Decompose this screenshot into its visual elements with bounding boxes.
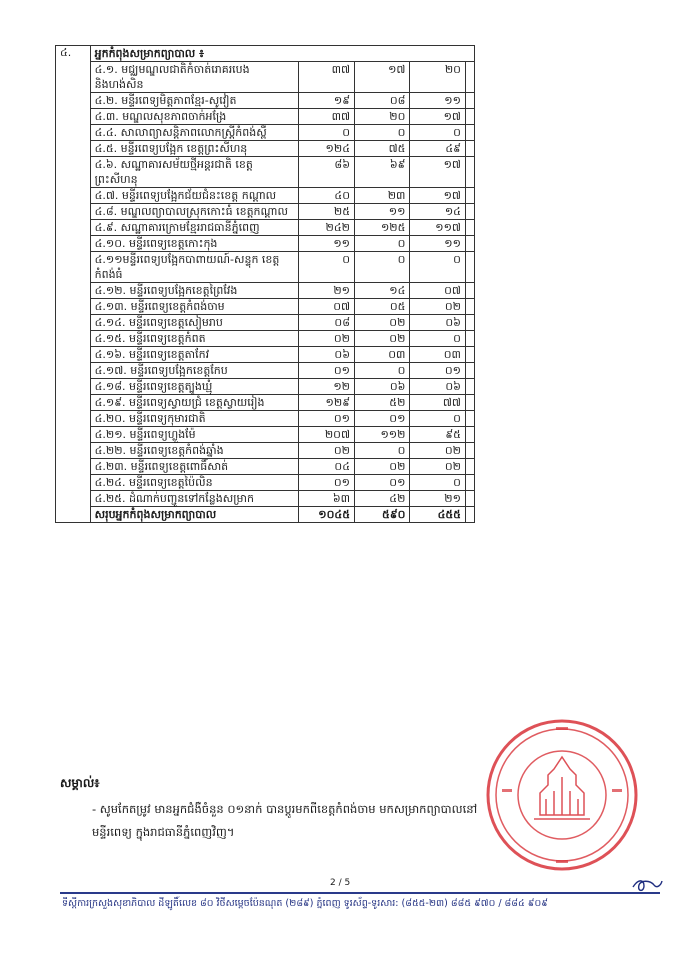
- row-name: ៤.១៣. មន្ទីរពេទ្យខេត្តកំពង់ចាម: [90, 299, 298, 315]
- row-female: ០៦: [410, 379, 466, 395]
- row-blank: [465, 411, 474, 427]
- row-blank: [465, 363, 474, 379]
- row-name: ៤.១៥. មន្ទីរពេទ្យខេត្តកំពត: [90, 331, 298, 347]
- row-female: ០៧: [410, 283, 466, 299]
- row-name: ៤.១៩. មន្ទីរពេទ្យស្វាយជ្រំ ខេត្តស្វាយរៀង: [90, 395, 298, 411]
- table-row: [56, 395, 475, 411]
- table-row: [56, 283, 475, 299]
- row-female: ០: [410, 125, 466, 141]
- row-blank: [465, 236, 474, 252]
- row-male: ០: [355, 236, 410, 252]
- row-male: ៥២: [355, 395, 410, 411]
- total-male: ៥៩០: [355, 507, 410, 523]
- row-male: ១១២: [355, 427, 410, 443]
- row-female: ០៦: [410, 315, 466, 331]
- row-name: ៤.២៥. ដំណាក់បញ្ជូនទៅកន្លែងសម្រាក: [90, 491, 298, 507]
- row-total: ០៦: [298, 347, 354, 363]
- row-blank: [465, 347, 474, 363]
- section-number: ៤.: [56, 46, 91, 523]
- row-female: ០: [410, 331, 466, 347]
- table-row: [56, 62, 475, 93]
- row-blank: [465, 443, 474, 459]
- table-row: [56, 379, 475, 395]
- row-name: ៤.២១. មន្ទីរពេទ្យហ្លួងម៉ែ: [90, 427, 298, 443]
- row-blank: [465, 204, 474, 220]
- row-name: ៤.២០. មន្ទីរពេទ្យកុមារជាតិ: [90, 411, 298, 427]
- row-name: ៤.១១មន្ទីរពេទ្យបង្អែកបាពាយណ៍-សន្ទុក ខេត្តកំពង់ធំ: [90, 252, 298, 283]
- table-row: [56, 141, 475, 157]
- row-male: ០៣: [355, 347, 410, 363]
- table-row: [56, 252, 475, 283]
- row-total: ០១: [298, 475, 354, 491]
- table-row: [56, 331, 475, 347]
- row-total: ២១: [298, 283, 354, 299]
- table-row: [56, 157, 475, 188]
- row-name: ៤.១២. មន្ទីរពេទ្យបង្អែកខេត្តព្រៃវែង: [90, 283, 298, 299]
- row-female: ០: [410, 411, 466, 427]
- row-total: ៤០: [298, 188, 354, 204]
- footer-address: ទីស្តីការក្រសួងសុខាភិបាល ដីឡូតិ៍លេខ ៨០ វិថីសម្តេចប៉ែនណុត (២៨៩) ភ្នំពេញ ទូរស័ព្ទ-ទូរសារ: (៨៥៥-២៣) ៨៨៥ ៩៧០ / ៨៨៤ ៩០៩: [62, 898, 548, 909]
- table-row: [56, 443, 475, 459]
- note-title: សម្គាល់៖: [60, 776, 100, 790]
- row-total: ៦៣: [298, 491, 354, 507]
- row-female: ១១: [410, 93, 466, 109]
- row-total: ០១: [298, 363, 354, 379]
- row-blank: [465, 379, 474, 395]
- row-total: ០៧: [298, 299, 354, 315]
- row-total: ១៩: [298, 93, 354, 109]
- row-male: ០២: [355, 331, 410, 347]
- row-name: ៤.១៧. មន្ទីរពេទ្យបង្អែកខេត្តកែប: [90, 363, 298, 379]
- row-male: ០: [355, 252, 410, 283]
- row-female: ២១: [410, 491, 466, 507]
- row-name: ៤.២. មន្ទីរពេទ្យមិត្តភាពខ្មែរ-សូវៀត: [90, 93, 298, 109]
- row-blank: [465, 427, 474, 443]
- row-name: ៤.១៦. មន្ទីរពេទ្យខេត្តតាកែវ: [90, 347, 298, 363]
- row-total: ០១: [298, 411, 354, 427]
- row-total: ៣៧: [298, 109, 354, 125]
- section-header-row: [56, 46, 475, 62]
- row-name: ៤.៨. មណ្ឌលព្យាបាលស្រុកកោះធំ ខេត្តកណ្តាល: [90, 204, 298, 220]
- row-blank: [465, 459, 474, 475]
- row-female: ០២: [410, 443, 466, 459]
- row-female: ០: [410, 475, 466, 491]
- row-male: ០៦: [355, 379, 410, 395]
- row-female: ១៧: [410, 157, 466, 188]
- row-name: ៤.១. មជ្ឈមណ្ឌលជាតិកំចាត់រោគរបេង និងហង់សិន: [90, 62, 298, 93]
- row-male: ២៣: [355, 188, 410, 204]
- row-total: ០: [298, 252, 354, 283]
- row-blank: [465, 315, 474, 331]
- row-blank: [465, 62, 474, 93]
- row-name: ៤.៣. មណ្ឌលសុខភាពចាក់អង្រែ: [90, 109, 298, 125]
- row-name: ៤.១៨. មន្ទីរពេទ្យខេត្តត្បូងឃ្មុំ: [90, 379, 298, 395]
- row-name: ៤.២៣. មន្ទីរពេទ្យខេត្តពោធិ៍សាត់: [90, 459, 298, 475]
- row-female: ០: [410, 252, 466, 283]
- row-male: ២០: [355, 109, 410, 125]
- row-name: ៤.១០. មន្ទីរពេទ្យខេត្តកោះកុង: [90, 236, 298, 252]
- signature-mark: [630, 875, 665, 895]
- row-total: ២៥: [298, 204, 354, 220]
- row-total: ១២: [298, 379, 354, 395]
- row-female: ១១៧: [410, 220, 466, 236]
- table-row: [56, 411, 475, 427]
- row-blank: [465, 109, 474, 125]
- row-female: ៧៧: [410, 395, 466, 411]
- row-name: ៤.៧. មន្ទីរពេទ្យបង្អែកជ័យជំនះខេត្ត កណ្តាល: [90, 188, 298, 204]
- row-name: ៤.៤. សាលាព្យាសន្តិភាពលោកស្រ្តីកំពង់ស្ពឺ: [90, 125, 298, 141]
- footer-divider: [60, 892, 660, 894]
- row-total: ២០៧: [298, 427, 354, 443]
- table-row: [56, 93, 475, 109]
- table-row: [56, 427, 475, 443]
- row-male: ១៤: [355, 283, 410, 299]
- row-female: ០១: [410, 363, 466, 379]
- row-male: ០២: [355, 315, 410, 331]
- table-row: [56, 188, 475, 204]
- row-blank: [465, 141, 474, 157]
- row-name: ៤.២៤. មន្ទីរពេទ្យខេត្តប៉ៃលិន: [90, 475, 298, 491]
- row-total: ០២: [298, 443, 354, 459]
- row-blank: [465, 252, 474, 283]
- row-male: ០១: [355, 475, 410, 491]
- row-blank: [465, 299, 474, 315]
- row-blank: [465, 491, 474, 507]
- total-female: ៤៥៥: [410, 507, 466, 523]
- row-male: ៧៥: [355, 141, 410, 157]
- row-total: ១២៩: [298, 395, 354, 411]
- row-female: ០២: [410, 299, 466, 315]
- row-female: ១៧: [410, 109, 466, 125]
- row-male: ០៥: [355, 299, 410, 315]
- row-total: ១២៤: [298, 141, 354, 157]
- row-total: ៣៧: [298, 62, 354, 93]
- table-row: [56, 125, 475, 141]
- patients-table: [55, 45, 475, 523]
- row-male: ០៨: [355, 93, 410, 109]
- row-female: ០៣: [410, 347, 466, 363]
- table-row: [56, 363, 475, 379]
- table-row: [56, 475, 475, 491]
- row-total: ០៤: [298, 459, 354, 475]
- row-male: ០: [355, 443, 410, 459]
- total-all: ១០៤៥: [298, 507, 354, 523]
- table-row: [56, 347, 475, 363]
- row-male: ៤២: [355, 491, 410, 507]
- row-name: ៤.១៤. មន្ទីរពេទ្យខេត្តសៀមរាប: [90, 315, 298, 331]
- note-body: - សូមកែតម្រូវ មានអ្នកជំងឺចំនួន ០១នាក់ បានប្តូរមកពីខេត្តកំពង់ចាម មកសម្រាកព្យាបាលនៅមន្ទីរពេទ្យ ក្នុងរាជធានីភ្នំពេញវិញ។: [92, 802, 478, 839]
- row-female: ២០: [410, 62, 466, 93]
- row-total: ០៨: [298, 315, 354, 331]
- section-title: អ្នកកំពុងសម្រាកព្យាបាល ៖: [90, 46, 474, 62]
- row-female: ៩៥: [410, 427, 466, 443]
- row-total: ០២: [298, 331, 354, 347]
- table-row: [56, 204, 475, 220]
- row-female: ១១: [410, 236, 466, 252]
- row-male: ៦៩: [355, 157, 410, 188]
- row-blank: [465, 93, 474, 109]
- row-blank: [465, 157, 474, 188]
- row-blank: [465, 395, 474, 411]
- row-name: ៤.២២. មន្ទីរពេទ្យខេត្តកំពង់ឆ្នាំង: [90, 443, 298, 459]
- row-blank: [465, 220, 474, 236]
- row-name: ៤.៦. សណ្ឋាគារសម័យថ្មីអន្តរជាតិ ខេត្តព្រះសីហនុ: [90, 157, 298, 188]
- row-total: ០: [298, 125, 354, 141]
- table-row: [56, 315, 475, 331]
- row-blank: [465, 125, 474, 141]
- table-row: [56, 109, 475, 125]
- row-male: ១៧: [355, 62, 410, 93]
- row-male: ១១: [355, 204, 410, 220]
- row-female: ១៧: [410, 188, 466, 204]
- table-row: [56, 236, 475, 252]
- row-blank: [465, 331, 474, 347]
- table-row: [56, 220, 475, 236]
- row-total: ៨៦: [298, 157, 354, 188]
- table-row: [56, 459, 475, 475]
- total-row: [56, 507, 475, 523]
- table-row: [56, 299, 475, 315]
- row-total: ១១: [298, 236, 354, 252]
- row-name: ៤.៥. មន្ទីរពេទ្យបង្អែក ខេត្តព្រះសីហនុ: [90, 141, 298, 157]
- row-male: ០១: [355, 411, 410, 427]
- page-number: 2 / 5: [330, 878, 351, 888]
- row-male: ០២: [355, 459, 410, 475]
- total-blank: [465, 507, 474, 523]
- table-row: [56, 491, 475, 507]
- row-total: ២៤២: [298, 220, 354, 236]
- row-female: ៤៩: [410, 141, 466, 157]
- row-blank: [465, 475, 474, 491]
- row-blank: [465, 188, 474, 204]
- row-blank: [465, 283, 474, 299]
- row-male: ០: [355, 125, 410, 141]
- row-male: ០: [355, 363, 410, 379]
- row-female: ១៤: [410, 204, 466, 220]
- total-label: សរុបអ្នកកំពុងសម្រាកព្យាបាល: [90, 507, 298, 523]
- row-name: ៤.៩. សណ្ឋាគារក្រោមខ្មែររាជធានីភ្នំពេញ: [90, 220, 298, 236]
- row-male: ១២៥: [355, 220, 410, 236]
- row-female: ០២: [410, 459, 466, 475]
- official-seal-stamp: [482, 715, 642, 875]
